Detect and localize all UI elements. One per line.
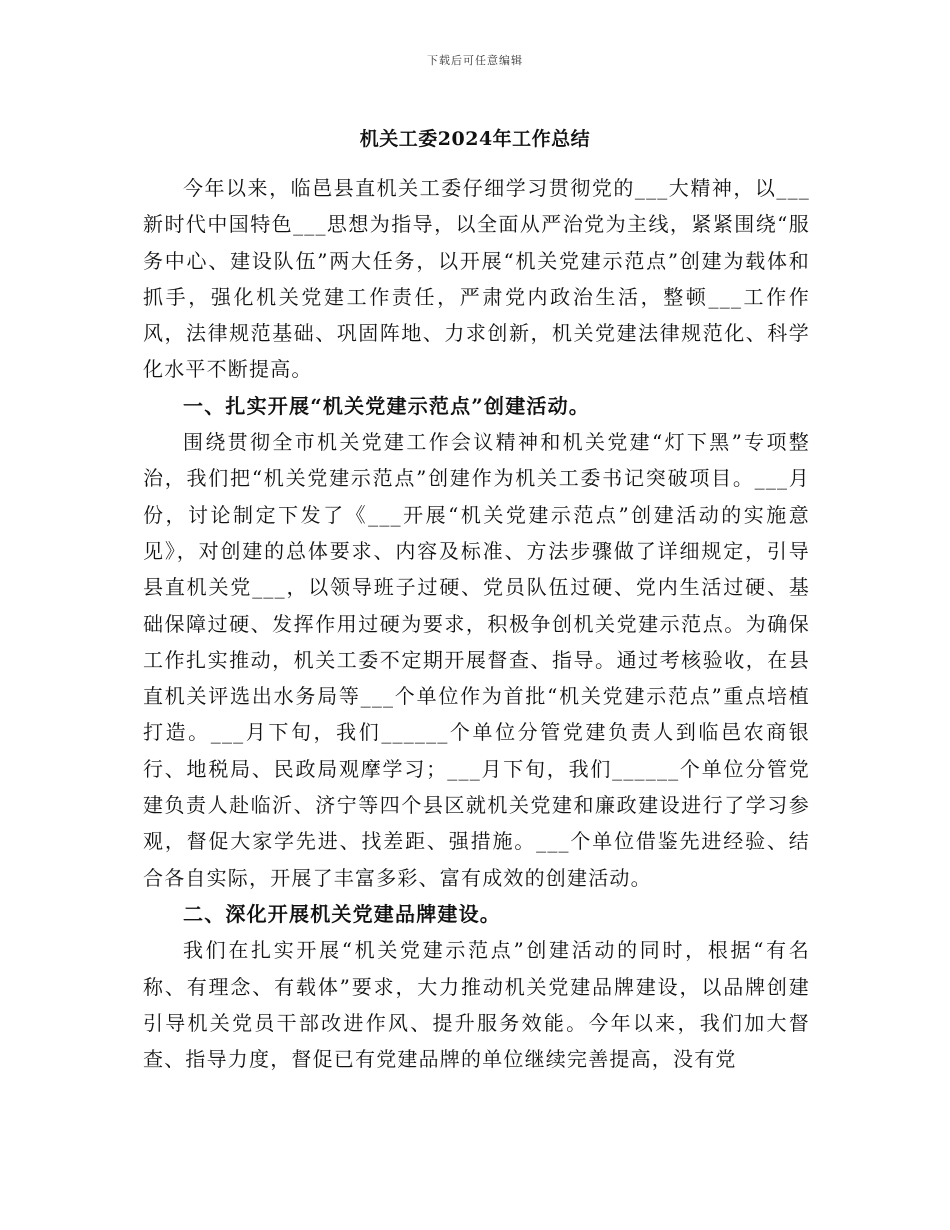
section-2-paragraph: 我们在扎实开展“机关党建示范点”创建活动的同时，根据“有名称、有理念、有载体”要求，大力推动机关党建品牌建设，以品牌创建引导机关党员干部改进作风、提升服务效能。今年以来，我们加大督查、指导力度，督促已有党建品牌的单位继续完善提高，没有党 bbox=[143, 938, 810, 1072]
intro-paragraph: 今年以来，临邑县直机关工委仔细学习贯彻党的___大精神，以___新时代中国特色___思想为指导，以全面从严治党为主线，紧紧围绕“服务中心、建设队伍”两大任务，以开展“机关党建示范点”创建为载体和抓手，强化机关党建工作责任，严肃党内政治生活，整顿___工作作风，法律规范基础、巩固阵地、力求创新，机关党建法律规范化、科学化水平不断提高。 bbox=[143, 176, 810, 382]
page-header-note: 下载后可任意编辑 bbox=[427, 54, 523, 67]
document-title: 机关工委2024年工作总结 bbox=[359, 128, 591, 150]
section-1-heading: 一、扎实开展“机关党建示范点”创建活动。 bbox=[183, 393, 591, 418]
section-2-heading: 二、深化开展机关党建品牌建设。 bbox=[183, 901, 501, 926]
document-body bbox=[143, 170, 810, 1077]
section-1-paragraph: 围绕贯彻全市机关党建工作会议精神和机关党建“灯下黑”专项整治，我们把“机关党建示范点”创建作为机关工委书记突破项目。___月份，讨论制定下发了《___开展“机关党建示范点”创建活动的实施意见》，对创建的总体要求、内容及标准、方法步骤做了详细规定，引导县直机关党___，以领导班子过硬、党员队伍过硬、党内生活过硬、基础保障过硬、发挥作用过硬为要求，积极争创机关党建示范点。为确保工作扎实推动，机关工委不定期开展督查、指导。通过考核验收，在县直机关评选出水务局等___个单位作为首批“机关党建示范点”重点培植打造。___月下旬，我们______个单位分管党建负责人到临邑农商银行、地税局、民政局观摩学习；___月下旬，我们______个单位分管党建负责人赴临沂、济宁等四个县区就机关党建和廉政建设进行了学习参观，督促大家学先进、找差距、强措施。___个单位借鉴先进经验、结合各自实际，开展了丰富多彩、富有成效的创建活动。 bbox=[143, 430, 810, 890]
